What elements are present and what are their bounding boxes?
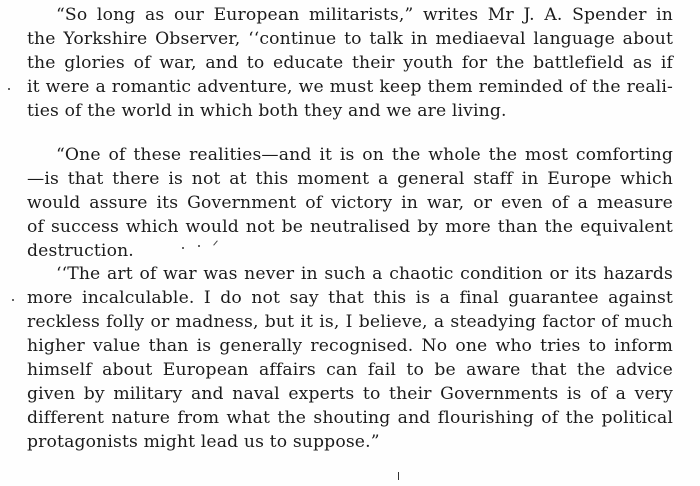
print-speck [12, 299, 14, 301]
paragraph-1-line-1: “So long as our European militarists,” writes Mr J. A. Spender in [56, 5, 673, 25]
paragraph-2-line-3: would assure its Government of victory in war, or even of a measure [27, 193, 673, 213]
paragraph-3-line-6: given by military and naval experts to their Governments is of a very [27, 384, 673, 404]
paragraph-3-line-4: higher value than is generally recognised. No one who tries to inform [27, 336, 673, 356]
paragraph-1-line-2: the Yorkshire Observer, ‘‘continue to talk in mediaeval language about [27, 29, 673, 49]
paragraph-1-line-4: it were a romantic adventure, we must keep them reminded of the reali- [27, 77, 673, 97]
paragraph-2-line-2: —is that there is not at this moment a general staff in Europe which [27, 169, 673, 189]
paragraph-3-line-2: more incalculable. I do not say that this is a final guarantee against [27, 288, 673, 308]
paragraph-1-line-5: ties of the world in which both they and we are living. [27, 101, 507, 121]
paragraph-3-line-1: ‘‘The art of war was never in such a chaotic condition or its hazards [56, 264, 673, 284]
paragraph-3-line-8: protagonists might lead us to suppose.” [27, 432, 380, 452]
print-speck [398, 472, 399, 480]
paragraph-3-line-3: reckless folly or madness, but it is, I believe, a steadying factor of much [27, 312, 673, 332]
paragraph-2-line-5: destruction. [27, 241, 134, 261]
print-speck [198, 245, 200, 247]
print-speck [8, 88, 10, 90]
paragraph-3-line-7: different nature from what the shouting and flourishing of the political [27, 408, 673, 428]
paragraph-2-line-1: “One of these realities—and it is on the whole the most comforting [56, 145, 673, 165]
paragraph-3-line-5: himself about European affairs can fail to be aware that the advice [27, 360, 673, 380]
print-speck [182, 247, 184, 249]
paragraph-1-line-3: the glories of war, and to educate their youth for the battlefield as if [27, 53, 673, 73]
paragraph-2-line-4: of success which would not be neutralised by more than the equivalent [27, 217, 673, 237]
